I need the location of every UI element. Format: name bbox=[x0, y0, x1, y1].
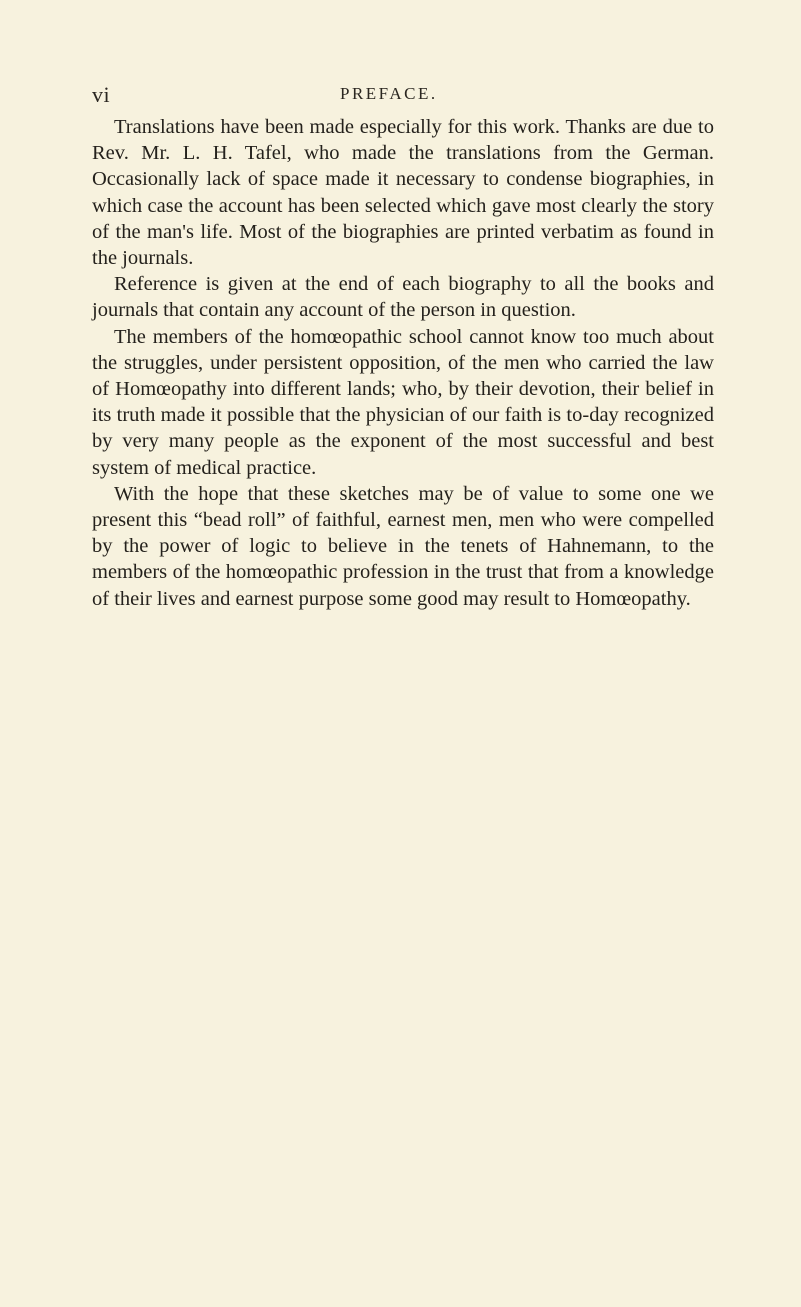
paragraph-bead-roll: With the hope that these sketches may be of value to some one we present this “bead roll” of faithful, earnest men, men who were compelled by the power of logic to believe in the tenets of Hahnemann, to the members of the homœopathic profession in the trust that from a knowledge of their lives and earnest purpose some good may result to Homœopathy. bbox=[92, 482, 714, 610]
paragraph-members: The members of the homœopathic school cannot know too much about the struggles, under persistent opposition, of the men who carried the law of Homœopathy into different lands; who, by their devotion, their belief in its truth made it possible that the physician of our faith is to-day recognized by very many people as the exponent of the most successful and best system of medical practice. bbox=[92, 325, 714, 479]
preface-body bbox=[92, 114, 714, 612]
running-head-title: PREFACE. bbox=[340, 84, 438, 103]
paragraph-translations: Translations have been made especially for this work. Thanks are due to Rev. Mr. L. H. Tafel, who made the translations from the German. Occasionally lack of space made it necessary to condense biographies, in which case the account has been selected which gave most clearly the story of the man's life. Most of the biographies are printed verbatim as found in the journals. bbox=[92, 116, 714, 270]
paragraph-reference: Reference is given at the end of each biography to all the books and journals that contain any account of the person in question. bbox=[92, 273, 714, 322]
running-head bbox=[92, 82, 712, 106]
page-number: vi bbox=[92, 82, 111, 107]
